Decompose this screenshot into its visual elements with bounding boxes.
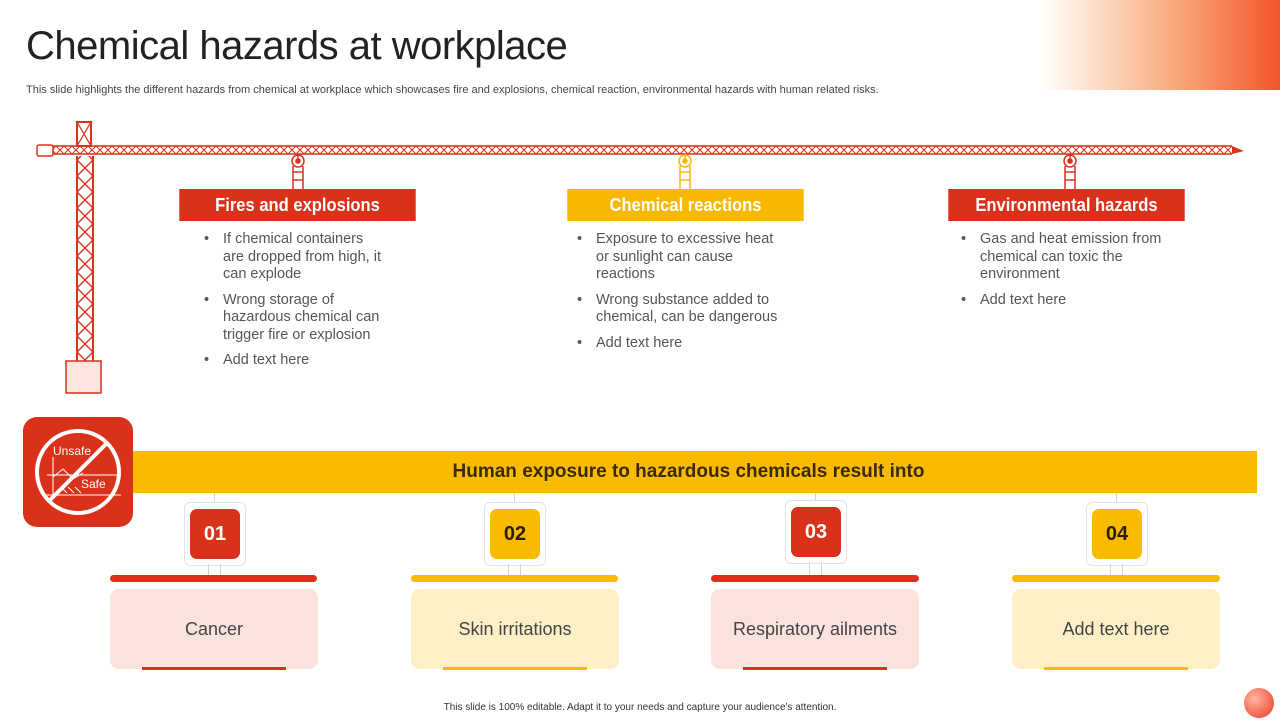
card-label: Add text here: [1062, 618, 1170, 639]
connector-line: [1116, 493, 1117, 502]
crane-jib: [37, 145, 1244, 156]
crane-hook-3: [1064, 154, 1076, 189]
card-underline: [743, 667, 887, 670]
card-label: Skin irritations: [458, 618, 572, 639]
exposure-card-add-text: [1012, 589, 1220, 669]
connector-line: [220, 564, 221, 575]
card-label: Respiratory ailments: [732, 618, 898, 639]
exposure-card-skin-irritations: [411, 589, 619, 669]
footer-note: This slide is 100% editable. Adapt it to your needs and capture your audience's attention.: [443, 702, 837, 713]
connector-line: [214, 493, 215, 502]
corner-ball-decoration: [1244, 688, 1274, 718]
prohibited-sign-icon: [23, 417, 133, 527]
connector-line: [208, 564, 209, 575]
page-subtitle: This slide highlights the different hazards from chemical at workplace which showcases fire and explosions, chemical reaction, environmental hazards with human related risks.: [26, 84, 879, 96]
card-top-bar: [411, 575, 618, 582]
number-text: 04: [1092, 509, 1142, 559]
exposure-card-respiratory: [711, 589, 919, 669]
number-text: 03: [791, 507, 841, 557]
list-item: • Add text here: [203, 352, 385, 370]
crane-hook-2: [679, 154, 691, 189]
connector-line: [821, 562, 822, 575]
card-top-bar: [110, 575, 317, 582]
list-item: • Gas and heat emission from chemical can toxic the environment: [960, 231, 1175, 284]
card-underline: [142, 667, 286, 670]
number-text: 01: [190, 509, 240, 559]
hazard-header-chemical-reactions: Chemical reactions: [567, 189, 803, 221]
connector-line: [809, 562, 810, 575]
page-title: Chemical hazards at workplace: [26, 24, 568, 68]
hazard-list-environmental: [960, 231, 1175, 317]
list-item: • Add text here: [960, 292, 1175, 310]
number-badge-04: [1086, 502, 1148, 566]
safe-label: Safe: [81, 477, 106, 491]
connector-line: [1122, 564, 1123, 575]
hazard-header-environmental: Environmental hazards: [948, 189, 1184, 221]
number-badge-01: [184, 502, 246, 566]
card-top-bar: [711, 575, 919, 582]
list-item: • Exposure to excessive heat or sunlight can cause reactions: [576, 231, 786, 284]
number-badge-03: [785, 500, 847, 564]
list-item: • Wrong storage of hazardous chemical can trigger fire or explosion: [203, 292, 385, 345]
unsafe-label: Unsafe: [53, 444, 92, 458]
crane-tower: [66, 122, 101, 393]
hazard-list-chemical-reactions: [576, 231, 786, 360]
list-item: • Wrong substance added to chemical, can be dangerous: [576, 292, 786, 327]
exposure-card-cancer: [110, 589, 318, 669]
list-item: • Add text here: [576, 335, 786, 353]
exposure-heading: Human exposure to hazardous chemicals result into: [452, 461, 925, 482]
hazard-list-fires: [203, 231, 385, 378]
connector-line: [1110, 564, 1111, 575]
card-underline: [1044, 667, 1188, 670]
crane-hook-1: [292, 154, 304, 189]
card-underline: [443, 667, 587, 670]
connector-line: [514, 493, 515, 502]
exposure-heading-band: [120, 451, 1257, 493]
unsafe-safe-prohibited-icon: [23, 417, 133, 527]
number-badge-02: [484, 502, 546, 566]
card-label: Cancer: [184, 618, 244, 639]
hazard-header-fires: Fires and explosions: [179, 189, 415, 221]
number-text: 02: [490, 509, 540, 559]
connector-line: [508, 564, 509, 575]
list-item: • If chemical containers are dropped from high, it can explode: [203, 231, 385, 284]
connector-line: [520, 564, 521, 575]
card-top-bar: [1012, 575, 1220, 582]
